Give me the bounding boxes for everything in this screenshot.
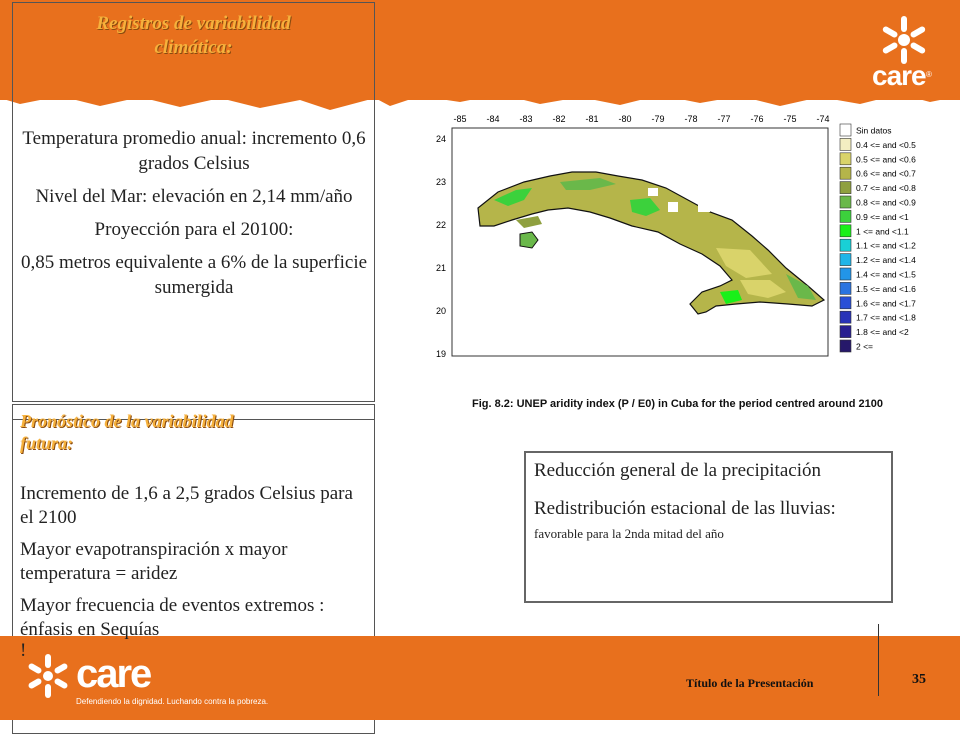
forecast-item: Incremento de 1,6 a 2,5 grados Celsius para el 2100 xyxy=(20,483,353,528)
precipitation-line2-small: favorable para la 2nda mitad del año xyxy=(534,526,724,541)
record-item: Temperatura promedio anual: incremento 0,6 grados Celsius xyxy=(22,128,366,174)
legend-label: 1.6 <= and <1.7 xyxy=(856,298,916,309)
legend-label: Sin datos xyxy=(856,125,892,136)
forecast-item: ! xyxy=(20,640,27,661)
forecast-item: Mayor frecuencia de eventos extremos : énfasis en Sequías xyxy=(20,595,325,640)
legend-label: 0.7 <= and <0.8 xyxy=(856,183,916,194)
legend-swatch xyxy=(840,340,851,352)
legend-label: 1.2 <= and <1.4 xyxy=(856,255,916,266)
x-tick-label: -80 xyxy=(618,114,632,124)
legend-label: 1.5 <= and <1.6 xyxy=(856,283,916,294)
legend-label: 1 <= and <1.1 xyxy=(856,226,909,237)
y-tick-label: 20 xyxy=(435,306,446,316)
forecast-title xyxy=(20,410,350,454)
precipitation-box xyxy=(524,451,893,603)
legend-label: 1.4 <= and <1.5 xyxy=(856,269,916,280)
y-tick-label: 22 xyxy=(435,220,446,230)
y-tick-label: 21 xyxy=(435,263,446,273)
registered-mark: ® xyxy=(926,70,932,79)
legend-swatch xyxy=(840,167,851,179)
x-tick-label: -84 xyxy=(486,114,500,124)
figure-caption: Fig. 8.2: UNEP aridity index (P / E0) in Cuba for the period centred around 2100 xyxy=(472,398,883,410)
x-tick-label: -83 xyxy=(519,114,533,124)
legend-swatch xyxy=(840,182,851,194)
map-x-axis xyxy=(453,114,829,124)
map-frame xyxy=(452,128,828,356)
legend-label: 0.6 <= and <0.7 xyxy=(856,168,916,179)
x-tick-label: -85 xyxy=(453,114,467,124)
legend-label: 0.4 <= and <0.5 xyxy=(856,139,916,150)
legend-label: 1.1 <= and <1.2 xyxy=(856,240,916,251)
legend-swatch xyxy=(840,311,851,323)
legend-swatch xyxy=(840,138,851,150)
x-tick-label: -78 xyxy=(684,114,698,124)
care-brand-text: care xyxy=(872,60,926,91)
x-tick-label: -76 xyxy=(750,114,764,124)
record-item: Nivel del Mar: elevación en 2,14 mm/año xyxy=(35,186,353,207)
x-tick-label: -79 xyxy=(651,114,665,124)
forecast-title-line1: Pronóstico de la variabilidad xyxy=(20,411,234,431)
y-tick-label: 19 xyxy=(435,349,446,359)
precipitation-line2 xyxy=(534,497,883,546)
legend-label: 1.7 <= and <1.8 xyxy=(856,312,916,323)
precipitation-line2-main: Redistribución estacional de las lluvias: xyxy=(534,498,836,519)
record-item: Proyección para el 20100: xyxy=(94,219,294,240)
legend-swatch xyxy=(840,124,851,136)
legend-swatch xyxy=(840,225,851,237)
care-footer-brand: care xyxy=(76,652,151,696)
forecast-item: Mayor evapotranspiración x mayor temperatura = aridez xyxy=(20,539,288,584)
records-title xyxy=(12,12,375,60)
legend-swatch xyxy=(840,210,851,222)
y-tick-label: 24 xyxy=(435,134,446,144)
legend-label: 1.8 <= and <2 xyxy=(856,327,909,338)
records-title-line1: Registros de variabilidad xyxy=(96,13,291,34)
legend-swatch xyxy=(840,268,851,280)
legend-swatch xyxy=(840,196,851,208)
legend-swatch xyxy=(840,282,851,294)
records-list xyxy=(16,126,372,308)
cuba-aridity-map xyxy=(420,108,916,423)
legend-label: 0.9 <= and <1 xyxy=(856,211,909,222)
x-tick-label: -77 xyxy=(717,114,731,124)
legend-swatch xyxy=(840,239,851,251)
y-tick-label: 23 xyxy=(435,177,446,187)
care-footer-tagline: Defendiendo la dignidad. Luchando contra la pobreza. xyxy=(76,697,269,706)
legend-swatch xyxy=(840,254,851,266)
x-tick-label: -82 xyxy=(552,114,566,124)
presentation-title: Título de la Presentación xyxy=(686,676,814,690)
forecast-title-line2: futura: xyxy=(20,433,74,453)
x-tick-label: -81 xyxy=(585,114,599,124)
legend-label: 2 <= xyxy=(856,341,874,352)
legend-swatch xyxy=(840,153,851,165)
record-item: 0,85 metros equivalente a 6% de la superficie sumergida xyxy=(20,252,368,298)
precipitation-line1: Reducción general de la precipitación xyxy=(534,460,821,481)
records-title-line2: climática: xyxy=(154,37,233,58)
x-tick-label: -74 xyxy=(816,114,830,124)
map-y-axis xyxy=(436,134,446,359)
legend-swatch xyxy=(840,326,851,338)
forecast-list xyxy=(20,482,370,668)
x-tick-label: -75 xyxy=(783,114,797,124)
legend-label: 0.8 <= and <0.9 xyxy=(856,197,916,208)
footer-divider xyxy=(878,624,879,696)
legend-label: 0.5 <= and <0.6 xyxy=(856,154,916,165)
map-legend xyxy=(840,124,916,352)
legend-swatch xyxy=(840,297,851,309)
page-number: 35 xyxy=(912,672,926,687)
